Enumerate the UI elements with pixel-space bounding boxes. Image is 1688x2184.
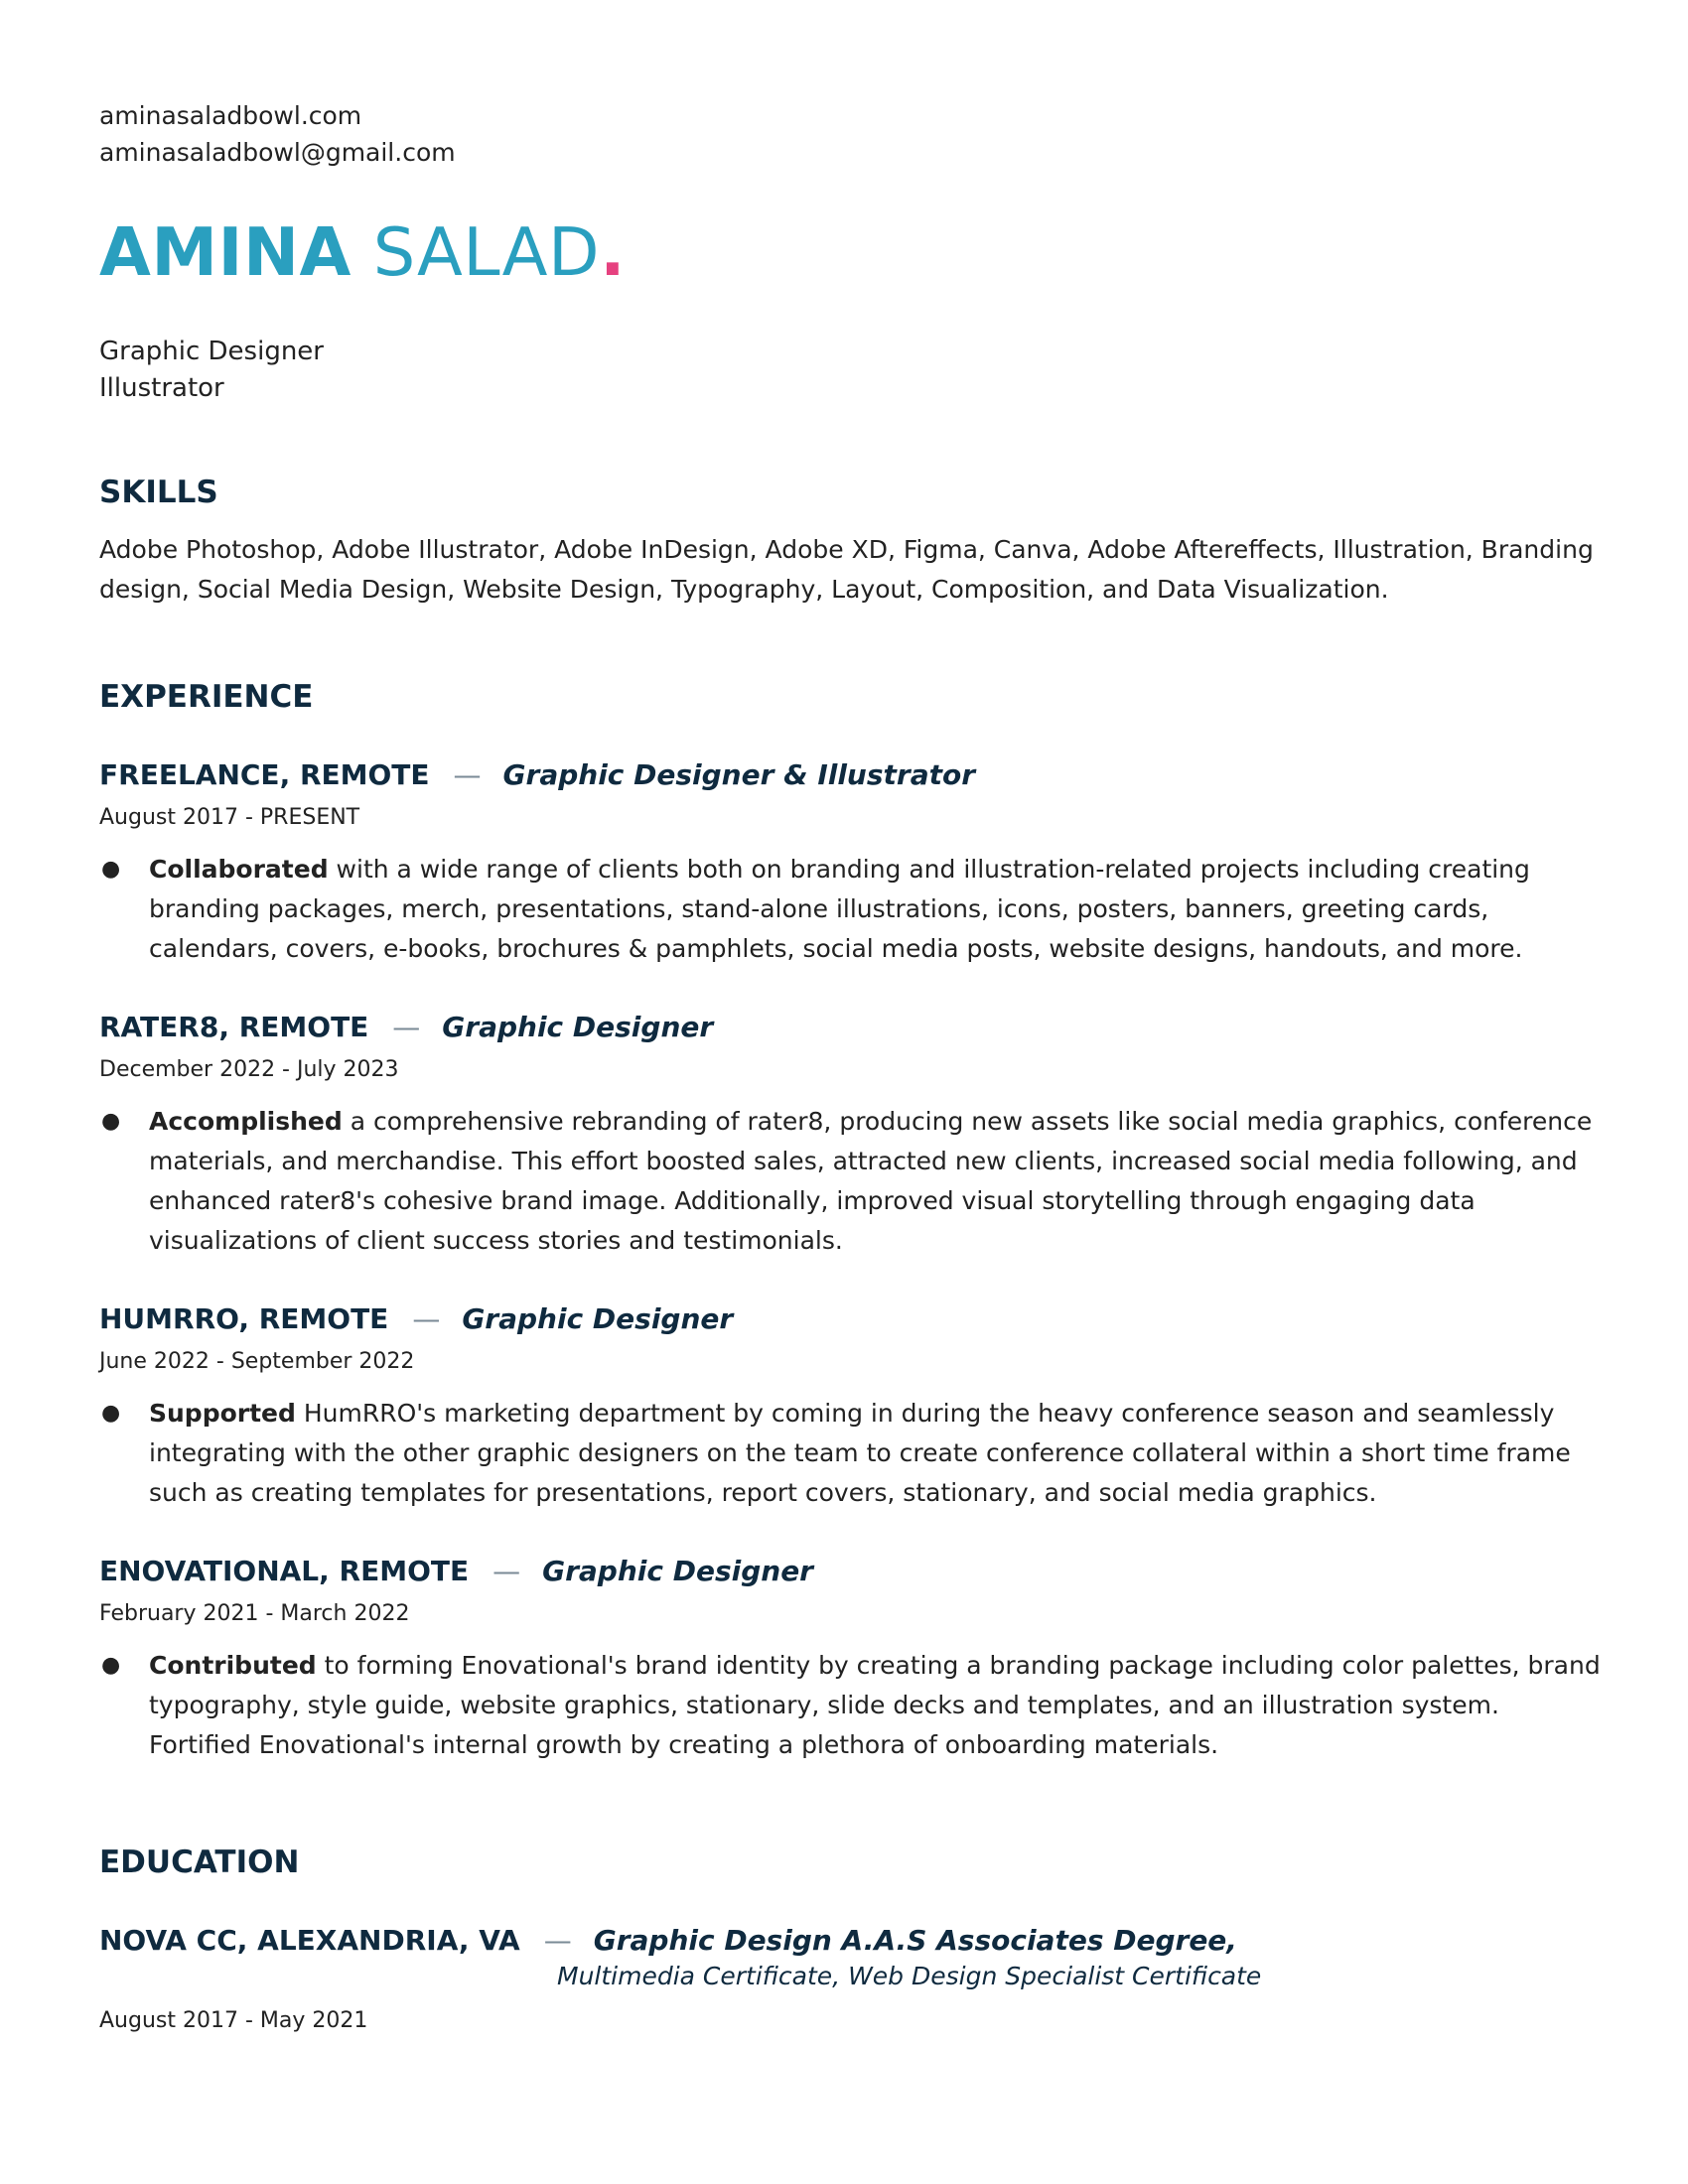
job-entry-enovational	[99, 1553, 1609, 1765]
certificates: Multimedia Certificate, Web Design Specialist Certificate	[557, 1962, 1262, 1990]
skills-list: Adobe Photoshop, Adobe Illustrator, Adobe InDesign, Adobe XD, Figma, Canva, Adobe Aftereffects, Illustration, Branding design, Social Media Design, Website Design, Typography, Layout, Composition, and Data Visualization.	[99, 535, 1594, 604]
separator-dash: —	[492, 1555, 521, 1587]
bullet-lead: Accomplished	[149, 1107, 343, 1136]
job-dates: February 2021 - March 2022	[99, 1601, 410, 1626]
job-entry-rater8	[99, 1009, 1609, 1261]
bullet-icon: ●	[101, 857, 121, 882]
separator-dash: —	[392, 1011, 421, 1043]
job-bullet	[99, 1102, 1609, 1261]
job-dates: June 2022 - September 2022	[99, 1349, 415, 1374]
bullet-lead: Contributed	[149, 1651, 317, 1680]
bullet-icon: ●	[101, 1653, 121, 1678]
candidate-name	[99, 212, 1609, 292]
job-header	[99, 1300, 1609, 1338]
bullet-text: with a wide range of clients both on branding and illustration-related projects including creating branding packages, merch, presentations, stand-alone illustrations, icons, posters, banners, greeting cards, calendars, covers, e-books, brochures & pamphlets, social media posts, website designs, handouts, and more.	[149, 855, 1530, 963]
experience-heading: EXPERIENCE	[99, 679, 314, 715]
separator-dash: —	[543, 1924, 572, 1957]
role-graphic-designer: Graphic Designer	[99, 337, 324, 366]
last-name: SALAD	[372, 213, 601, 291]
separator-dash: —	[453, 758, 482, 791]
bullet-text: a comprehensive rebranding of rater8, producing new assets like social media graphics, conference materials, and merchandise. This effort boosted sales, attracted new clients, increased social media following, and enhanced rater8's cohesive brand image. Additionally, improved visual storytelling through engaging data visualizations of client success stories and testimonials.	[149, 1107, 1593, 1255]
skills-section	[99, 473, 1609, 610]
bullet-lead: Supported	[149, 1399, 296, 1428]
website-link[interactable]: aminasaladbowl.com	[99, 101, 362, 130]
education-dates: August 2017 - May 2021	[99, 2008, 368, 2033]
bullet-icon: ●	[101, 1109, 121, 1134]
email-link[interactable]: aminasaladbowl@gmail.com	[99, 138, 456, 167]
bullet-icon: ●	[101, 1401, 121, 1426]
job-company: FREELANCE, REMOTE	[99, 758, 430, 791]
job-entry-humrro	[99, 1300, 1609, 1513]
school-name: NOVA CC, ALEXANDRIA, VA	[99, 1924, 520, 1957]
contact-block	[99, 97, 1609, 171]
skills-heading: SKILLS	[99, 475, 218, 510]
roles-block	[99, 334, 1609, 407]
education-section	[99, 1843, 1609, 2037]
separator-dash: —	[412, 1302, 441, 1335]
bullet-lead: Collaborated	[149, 855, 329, 884]
job-entry-freelance	[99, 756, 1609, 969]
job-title: Graphic Designer	[542, 1555, 813, 1587]
education-entry	[99, 1922, 1609, 2037]
education-heading: EDUCATION	[99, 1844, 300, 1880]
job-title: Graphic Designer & Illustrator	[502, 758, 976, 791]
job-title: Graphic Designer	[462, 1302, 734, 1335]
job-title: Graphic Designer	[442, 1011, 714, 1043]
job-header	[99, 1553, 1609, 1590]
education-header	[99, 1922, 1609, 1960]
job-dates: August 2017 - PRESENT	[99, 805, 360, 830]
degree-title: Graphic Design A.A.S Associates Degree,	[593, 1924, 1237, 1957]
job-dates: December 2022 - July 2023	[99, 1057, 399, 1082]
job-company: ENOVATIONAL, REMOTE	[99, 1555, 470, 1587]
name-accent-dot: .	[600, 213, 627, 291]
job-company: RATER8, REMOTE	[99, 1011, 369, 1043]
resume-page	[99, 97, 1609, 2037]
first-name: AMINA	[99, 213, 352, 291]
bullet-text: to forming Enovational's brand identity by creating a branding package including color palettes, brand typography, style guide, website graphics, stationary, slide decks and templates, and an illustration system. Fortified Enovational's internal growth by creating a plethora of onboarding materials.	[149, 1651, 1601, 1759]
experience-section	[99, 677, 1609, 1765]
job-header	[99, 756, 1609, 794]
bullet-text: HumRRO's marketing department by coming in during the heavy conference season and seamlessly integrating with the other graphic designers on the team to create conference collateral within a short time frame such as creating templates for presentations, report covers, stationary, and social media graphics.	[149, 1399, 1571, 1507]
role-illustrator: Illustrator	[99, 373, 224, 403]
job-bullet	[99, 850, 1609, 969]
job-bullet	[99, 1646, 1609, 1765]
job-header	[99, 1009, 1609, 1046]
job-company: HUMRRO, REMOTE	[99, 1302, 389, 1335]
job-bullet	[99, 1394, 1609, 1513]
